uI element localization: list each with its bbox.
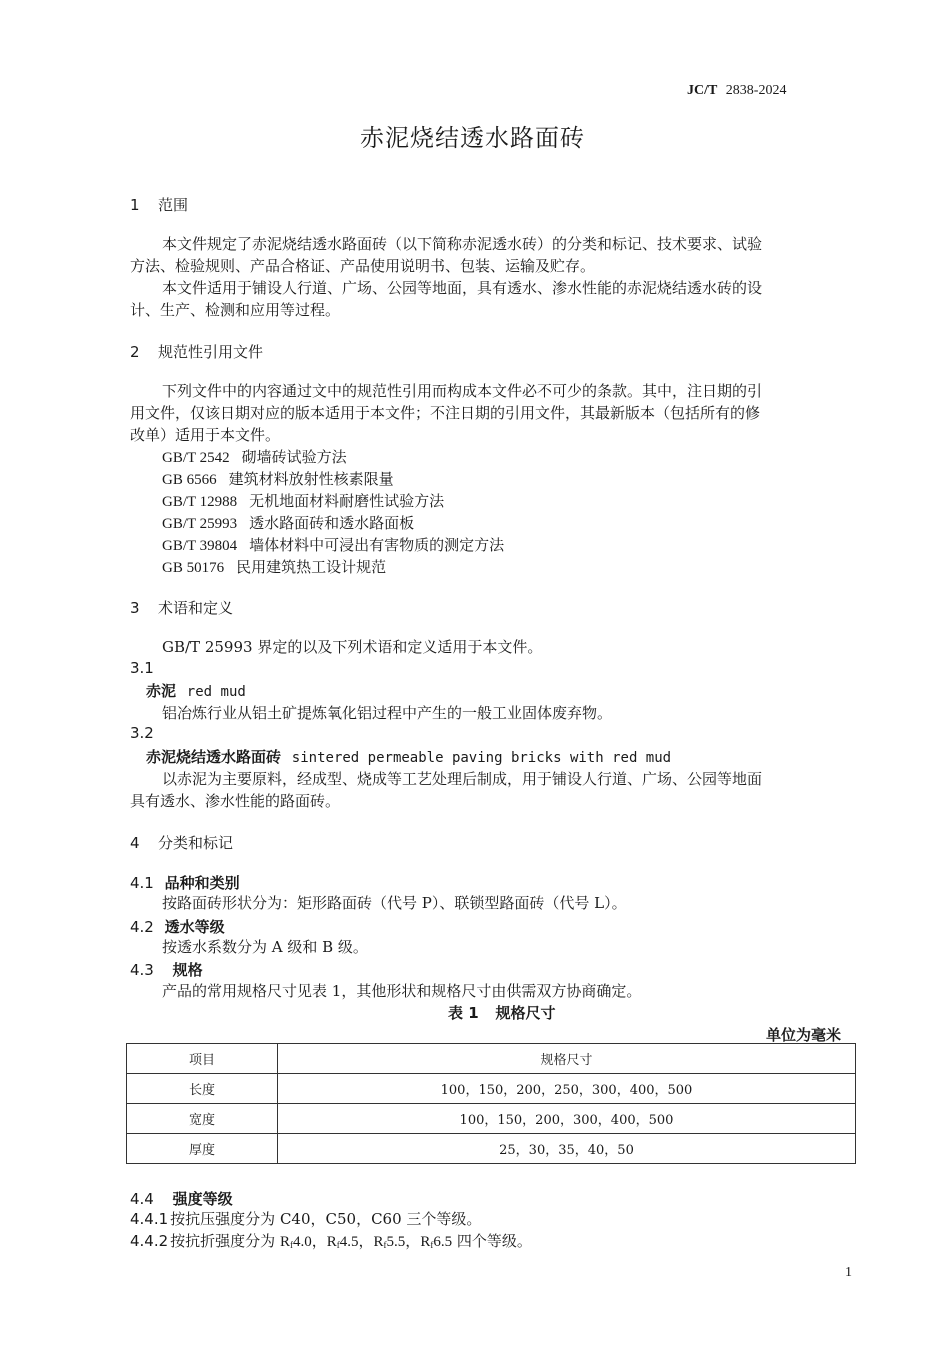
term-definition-cont: 具有透水、渗水性能的路面砖。 <box>130 792 341 810</box>
term-definition: 以赤泥为主要原料，经成型、烧成等工艺处理后制成，用于铺设人行道、广场、公园等地面 <box>162 770 763 788</box>
subsection-4-1-heading <box>130 872 240 893</box>
subsection-number: 4.2 <box>130 918 154 936</box>
item-text: 按抗折强度分为 <box>170 1232 276 1250</box>
subsection-title: 透水等级 <box>164 918 225 936</box>
table-unit: 单位为毫米 <box>766 1026 842 1044</box>
term-heading <box>146 746 671 769</box>
reference-name: 无机地面材料耐磨性试验方法 <box>249 492 445 510</box>
table-header-row <box>127 1044 856 1074</box>
s1-para2-line1: 本文件适用于铺设人行道、广场、公园等地面，具有透水、渗水性能的赤泥烧结透水砖的设 <box>162 279 763 297</box>
strength-grade: $R_f4.0$ <box>279 1234 312 1250</box>
s3-intro: GB/T 25993 界定的以及下列术语和定义适用于本文件。 <box>162 638 543 656</box>
reference-item <box>162 490 444 513</box>
standard-prefix: JC/T <box>687 83 718 98</box>
subsection-title: 规格 <box>172 961 203 979</box>
subsection-4-2-text: 按透水系数分为 A 级和 B 级。 <box>162 938 368 956</box>
table-cell: 100，150，200，300，400，500 <box>278 1104 856 1134</box>
term-chinese: 赤泥 <box>146 682 177 700</box>
document-title: 赤泥烧结透水路面砖 <box>360 124 585 152</box>
subsection-4-4-heading <box>130 1188 233 1209</box>
s2-para-line3: 改单）适用于本文件。 <box>130 426 281 444</box>
reference-code: GB/T 25993 <box>162 516 238 532</box>
strength-grade: $R_f6.5$ <box>420 1234 453 1250</box>
subsection-title: 强度等级 <box>172 1190 233 1208</box>
term-heading <box>146 680 246 703</box>
reference-code: GB 50176 <box>162 560 225 576</box>
reference-item <box>162 556 386 579</box>
table-cell: 100，150，200，250，300，400，500 <box>278 1074 856 1104</box>
reference-code: GB/T 2542 <box>162 450 230 466</box>
section-3-title: 术语和定义 <box>158 599 234 617</box>
item-number: 4.4.1 <box>130 1210 169 1228</box>
page-number: 1 <box>845 1265 852 1280</box>
subsection-4-1-text: 按路面砖形状分为：矩形路面砖（代号 P）、联锁型路面砖（代号 L）。 <box>162 894 627 912</box>
reference-name: 砌墙砖试验方法 <box>241 448 347 466</box>
item-number: 4.4.2 <box>130 1232 169 1250</box>
table-cell: 25，30，35，40，50 <box>278 1134 856 1164</box>
item-4-4-2: 4.4.2 按抗折强度分为 $R_f4.0$，$R_f4.5$，$R_f5.5$，$R_f6.5$ 四个等级。 <box>130 1232 532 1250</box>
table-header-cell: 规格尺寸 <box>278 1044 856 1074</box>
table-row <box>127 1134 856 1164</box>
s1-para1-line2: 方法、检验规则、产品合格证、产品使用说明书、包装、运输及贮存。 <box>130 257 596 275</box>
section-3-number: 3 <box>130 599 140 617</box>
subsection-title: 品种和类别 <box>164 874 240 892</box>
reference-name: 民用建筑热工设计规范 <box>236 558 387 576</box>
reference-name: 墙体材料中可浸出有害物质的测定方法 <box>249 536 505 554</box>
section-2-number: 2 <box>130 343 140 361</box>
term-number: 3.1 <box>130 659 154 677</box>
term-definition: 铝冶炼行业从铝土矿提炼氧化铝过程中产生的一般工业固体废弃物。 <box>162 704 613 722</box>
subsection-4-3-heading <box>130 959 203 980</box>
term-english: sintered permeable paving bricks with red mud <box>291 750 672 766</box>
reference-item <box>162 446 347 469</box>
s1-para2-line2: 计、生产、检测和应用等过程。 <box>130 301 341 319</box>
section-1-number: 1 <box>130 196 140 214</box>
term-english: red mud <box>186 684 246 700</box>
table-cell: 宽度 <box>127 1104 278 1134</box>
subsection-number: 4.3 <box>130 961 154 979</box>
item-text: 按抗压强度分为 C40，C50，C60 三个等级。 <box>170 1210 482 1228</box>
reference-code: GB/T 39804 <box>162 538 238 554</box>
section-3-heading <box>130 597 233 618</box>
item-text-suffix: 四个等级。 <box>456 1232 532 1250</box>
subsection-number: 4.4 <box>130 1190 154 1208</box>
section-4-number: 4 <box>130 834 140 852</box>
s1-para1-line1: 本文件规定了赤泥烧结透水路面砖（以下简称赤泥透水砖）的分类和标记、技术要求、试验 <box>162 235 763 253</box>
section-2-heading <box>130 341 263 362</box>
reference-name: 建筑材料放射性核素限量 <box>228 470 394 488</box>
term-number: 3.2 <box>130 724 154 742</box>
section-1-heading <box>130 194 188 215</box>
spec-table <box>126 1043 856 1164</box>
reference-code: GB/T 12988 <box>162 494 238 510</box>
subsection-number: 4.1 <box>130 874 154 892</box>
standard-number: 2838-2024 <box>725 83 787 98</box>
reference-item <box>162 534 504 557</box>
strength-grade: $R_f5.5$ <box>373 1234 406 1250</box>
table-header-cell: 项目 <box>127 1044 278 1074</box>
reference-name: 透水路面砖和透水路面板 <box>249 514 415 532</box>
table-caption <box>448 1002 555 1023</box>
item-4-4-1 <box>130 1208 481 1230</box>
standard-code <box>687 82 786 99</box>
table-cell: 厚度 <box>127 1134 278 1164</box>
table-row <box>127 1074 856 1104</box>
subsection-4-3-text: 产品的常用规格尺寸见表 1，其他形状和规格尺寸由供需双方协商确定。 <box>162 982 642 1000</box>
table-cell: 长度 <box>127 1074 278 1104</box>
reference-item <box>162 468 394 491</box>
term-chinese: 赤泥烧结透水路面砖 <box>146 748 282 766</box>
reference-item <box>162 512 414 535</box>
reference-code: GB 6566 <box>162 472 217 488</box>
section-4-title: 分类和标记 <box>158 834 234 852</box>
s2-para-line2: 用文件，仅该日期对应的版本适用于本文件；不注日期的引用文件，其最新版本（包括所有的修 <box>130 404 761 422</box>
section-4-heading <box>130 832 233 853</box>
section-2-title: 规范性引用文件 <box>158 343 264 361</box>
table-row <box>127 1104 856 1134</box>
strength-grade: $R_f4.5$ <box>326 1234 359 1250</box>
table-caption-title: 规格尺寸 <box>495 1004 556 1022</box>
section-1-title: 范围 <box>158 196 189 214</box>
table-caption-number: 表 1 <box>448 1004 479 1022</box>
subsection-4-2-heading <box>130 916 225 937</box>
s2-para-line1: 下列文件中的内容通过文中的规范性引用而构成本文件必不可少的条款。其中，注日期的引 <box>162 382 763 400</box>
